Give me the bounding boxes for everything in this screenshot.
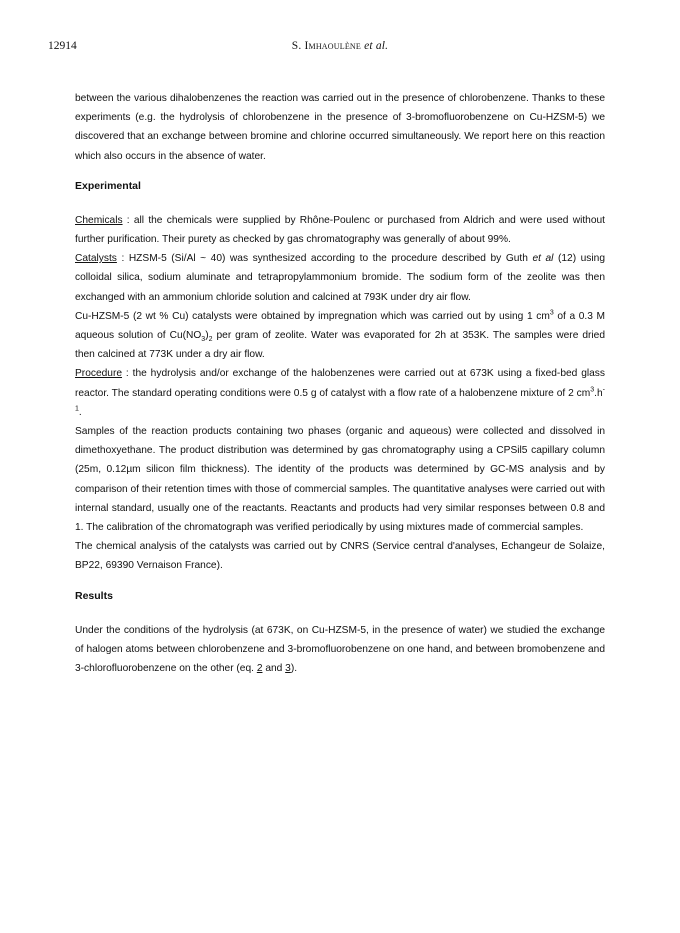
results-heading: Results: [75, 589, 113, 602]
running-header: [48, 40, 632, 56]
page-number: 12914: [48, 40, 77, 52]
equation-ref-2: 2: [256, 663, 263, 675]
chemicals-text: : all the chemicals were supplied by Rhône-Poulenc or purchased from Aldrich and were used without further purification. Their purety as checked by gas chromatography was generally of about 99%.: [75, 214, 605, 246]
procedure-text-b: .h: [594, 387, 603, 399]
intro-paragraph: between the various dihalobenzenes the reaction was carried out in the presence of chlorobenzene. Thanks to these experiments (e.g. the hydrolysis of chlorobenzene in the presence of 3-bromofluorobenzene on Cu-HZSM-5) we discovered that an exchange between bromine and chlorine occurred simultaneously. We report here on this reaction which also occurs in the absence of water.: [75, 93, 605, 162]
results-paragraph: [75, 621, 605, 679]
article-body: [75, 89, 605, 678]
author-etal: et al.: [364, 40, 389, 52]
procedure-label: Procedure: [75, 368, 123, 380]
procedure-sup-1: 3: [590, 386, 595, 394]
results-text-b: and: [262, 663, 286, 675]
samples-paragraph: Samples of the reaction products containing two phases (organic and aqueous) were collected and dissolved in dimethoxyethane. The product distribution was determined by gas chromatography using a CPSil5 capillary column (25m, 0.12µm silicon film thickness). The identity of the products was determined by GC-MS analysis and by comparison of their retention times with those of commercial samples. The quantitative analyses were carried out with internal standard, usually one of the reactants. Reactants and products had very similar responses between 0.8 and 1. The calibration of the chromatograph was verified periodically by using mixtures made of commercial samples.: [75, 426, 605, 534]
cu-catalyst-paragraph: [75, 307, 605, 365]
cu-sub-2: 2: [208, 336, 213, 344]
procedure-text-c: .: [78, 406, 82, 418]
catalysts-etal: et al: [532, 253, 554, 265]
cu-text-c: ): [205, 330, 209, 342]
cu-sub-3: 3: [201, 336, 206, 344]
catalysts-text-a: : HZSM-5 (Si/Al ~ 40) was synthesized according to the procedure described by Guth: [116, 253, 533, 265]
cu-text-a: Cu-HZSM-5 (2 wt % Cu) catalysts were obtained by impregnation which was carried out by using 1 cm: [75, 310, 550, 322]
experimental-heading: Experimental: [75, 179, 141, 192]
procedure-paragraph: [75, 364, 605, 422]
catalysts-paragraph: [75, 249, 605, 307]
author-name: Imhaoulène: [304, 40, 361, 52]
chemicals-label: Chemicals: [75, 214, 123, 226]
running-head: [48, 40, 632, 52]
cu-sup: 3: [549, 309, 554, 317]
procedure-sup-2: -1: [75, 386, 605, 413]
cu-text-d: per gram of zeolite. Water was evaporated for 2h at 353K. The samples were dried then calcined at 773K under a dry air flow.: [75, 330, 605, 361]
equation-ref-3: 3: [285, 663, 291, 675]
catalysts-label: Catalysts: [75, 253, 117, 265]
results-text-c: ).: [290, 663, 298, 675]
author-initial: S.: [291, 40, 305, 52]
cu-text-b: of a 0.3 M aqueous solution of Cu(NO: [75, 310, 605, 342]
procedure-text-a: : the hydrolysis and/or exchange of the halobenzenes were carried out at 673K using a fixed-bed glass reactor. The standard operating conditions were 0.5 g of catalyst with a flow rate of a halobenzene mixture of 2 cm: [75, 368, 605, 399]
chemical-analysis-paragraph: The chemical analysis of the catalysts was carried out by CNRS (Service central d'analyses, Echangeur de Solaize, BP22, 69390 Vernaison France).: [75, 541, 605, 572]
catalysts-text-b: (12) using colloidal silica, sodium aluminate and tetrapropylammonium bromide. The sodium form of the zeolite was then exchanged with an ammonium chloride solution and calcined at 793K under dry air flow.: [75, 253, 605, 303]
results-text-a: Under the conditions of the hydrolysis (at 673K, on Cu-HZSM-5, in the presence of water) we studied the exchange of halogen atoms between chlorobenzene and 3-bromofluorobenzene on one hand, and between bromobenzene and 3-chlorofluorobenzene on the other (eq.: [75, 624, 605, 675]
chemicals-paragraph: [75, 211, 605, 249]
